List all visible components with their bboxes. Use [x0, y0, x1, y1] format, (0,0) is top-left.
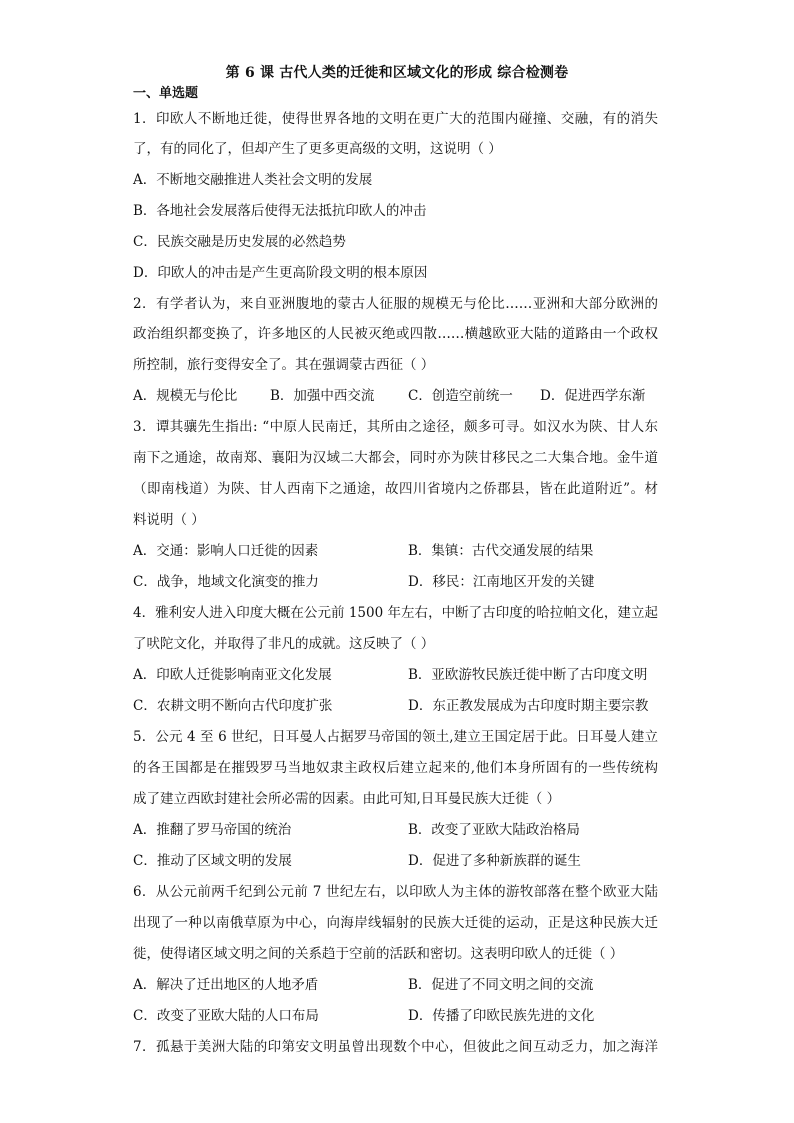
- question-6-option-b: B．促进了不同文明之间的交流: [408, 977, 594, 993]
- question-2-option-b: B．加强中西交流: [270, 388, 375, 404]
- question-6-option-d: D．传播了印欧民族先进的文化: [408, 1008, 595, 1024]
- question-5-option-d: D．促进了多种新族群的诞生: [408, 853, 581, 869]
- question-2-line-1: 2．有学者认为，来自亚洲腹地的蒙古人征服的规模无与伦比……亚洲和大部分欧洲的: [133, 296, 658, 312]
- question-3-option-a: A．交通：影响人口迁徙的因素: [133, 543, 319, 559]
- question-1-option-b: B．各地社会发展落后使得无法抵抗印欧人的冲击: [133, 203, 427, 219]
- question-5-line-1: 5．公元 4 至 6 世纪，日耳曼人占据罗马帝国的领土,建立王国定居于此。日耳曼人建立: [133, 729, 658, 745]
- question-2-line-2: 政治组织都变换了，许多地区的人民被灭绝或四散……横越欧亚大陆的道路由一个政权: [133, 326, 658, 342]
- question-4-line-2: 了吠陀文化，并取得了非凡的成就。这反映了（ ）: [133, 636, 435, 652]
- question-7-line-1: 7．孤悬于美洲大陆的印第安文明虽曾出现数个中心，但彼此之间互动乏力，加之海洋: [133, 1039, 658, 1055]
- question-1-line-2: 了，有的同化了，但却产生了更多更高级的文明，这说明（ ）: [133, 141, 502, 157]
- question-2-option-c: C．创造空前统一: [408, 388, 513, 404]
- question-1-line-1: 1．印欧人不断地迁徙，使得世界各地的文明在更广大的范围内碰撞、交融，有的消失: [133, 111, 658, 127]
- question-4-option-c: C．农耕文明不断向古代印度扩张: [133, 698, 333, 714]
- question-6-line-2: 出现了一种以南俄草原为中心，向海岸线辐射的民族大迁徙的运动，正是这种民族大迁: [133, 915, 658, 931]
- question-4-option-d: D．东正教发展成为古印度时期主要宗教: [408, 698, 649, 714]
- question-6-line-1: 6．从公元前两千纪到公元前 7 世纪左右，以印欧人为主体的游牧部落在整个欧亚大陆: [133, 884, 658, 900]
- question-2-option-a: A．规模无与伦比: [133, 388, 238, 404]
- question-2-line-3: 所控制，旅行变得安全了。其在强调蒙古西征（ ）: [133, 357, 435, 373]
- section-heading: 一、单选题: [133, 86, 199, 101]
- page-title: 第 6 课 古代人类的迁徙和区域文化的形成 综合检测卷: [225, 65, 569, 81]
- question-3-option-b: B．集镇：古代交通发展的结果: [408, 543, 594, 559]
- question-6-option-c: C．改变了亚欧大陆的人口布局: [133, 1008, 319, 1024]
- question-6-line-3: 徙，使得诸区域文明之间的关系趋于空前的活跃和密切。这表明印欧人的迁徙（ ）: [133, 946, 624, 962]
- question-6-option-a: A．解决了迁出地区的人地矛盾: [133, 977, 319, 993]
- question-3-line-2: 南下之通途，故南郑、襄阳为汉域二大都会，同时亦为陕甘移民之二大集合地。金牛道: [133, 450, 658, 466]
- question-5-line-3: 成了建立西欧封建社会所必需的因素。由此可知,日耳曼民族大迁徙（ ）: [133, 791, 561, 807]
- question-1-option-c: C．民族交融是历史发展的必然趋势: [133, 234, 346, 250]
- question-3-line-3: （即南栈道）为陕、甘人西南下之通途，故四川省境内之侨郡县，皆在此道附近”。材: [133, 481, 658, 497]
- question-1-option-a: A．不断地交融推进人类社会文明的发展: [133, 172, 373, 188]
- question-4-option-a: A．印欧人迁徙影响南亚文化发展: [133, 667, 332, 683]
- question-5-option-a: A．推翻了罗马帝国的统治: [133, 822, 292, 838]
- question-1-option-d: D．印欧人的冲击是产生更高阶段文明的根本原因: [133, 265, 428, 281]
- question-3-line-4: 料说明（ ）: [133, 512, 205, 528]
- question-4-option-b: B．亚欧游牧民族迁徙中断了古印度文明: [408, 667, 648, 683]
- question-3-option-d: D．移民：江南地区开发的关键: [408, 574, 595, 590]
- question-5-option-b: B．改变了亚欧大陆政治格局: [408, 822, 580, 838]
- question-5-option-c: C．推动了区域文明的发展: [133, 853, 292, 869]
- question-4-line-1: 4．雅利安人进入印度大概在公元前 1500 年左右，中断了古印度的哈拉帕文化，建立起: [133, 605, 658, 621]
- question-5-line-2: 的各王国都是在摧毁罗马当地奴隶主政权后建立起来的,他们本身所固有的一些传统构: [133, 760, 658, 776]
- question-2-option-d: D．促进西学东渐: [540, 388, 646, 404]
- question-3-line-1: 3．谭其骧先生指出: “中原人民南迁，其所由之途径，颇多可寻。如汉水为陕、甘人东: [133, 419, 658, 435]
- question-3-option-c: C．战争，地域文化演变的推力: [133, 574, 319, 590]
